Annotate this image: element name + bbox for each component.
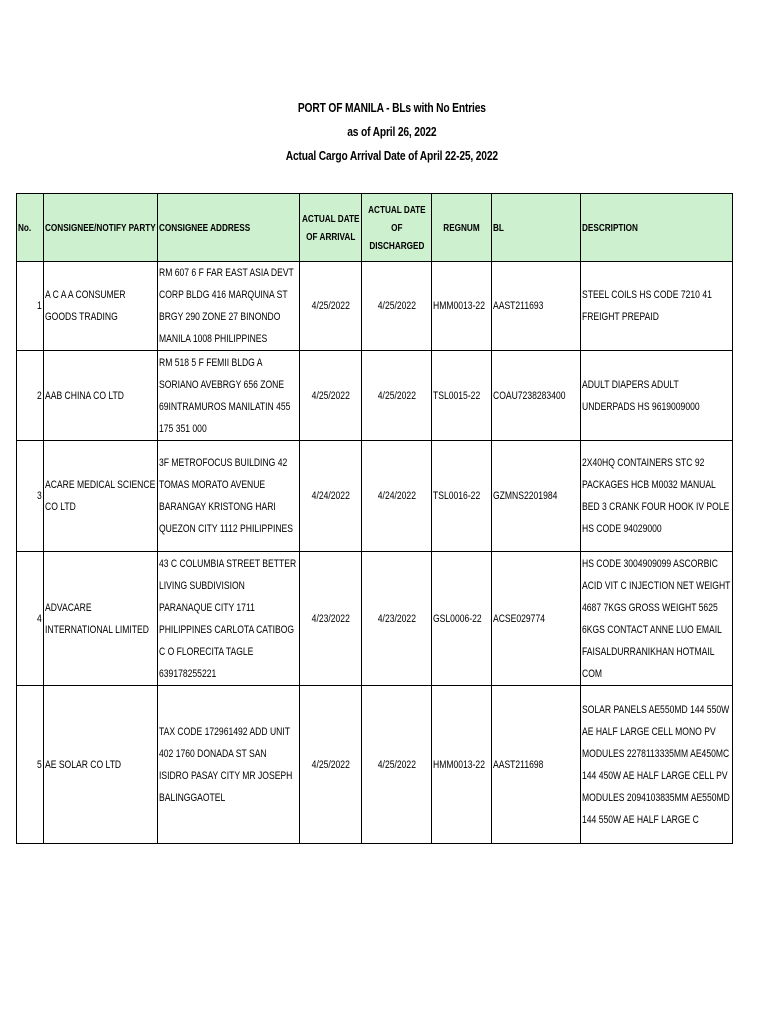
row-no: 3 — [17, 441, 44, 552]
title-line-1: PORT OF MANILA - BLs with No Entries — [297, 101, 486, 115]
row-consignee: A C A A CONSUMER GOODS TRADING — [44, 262, 158, 351]
row-no: 5 — [17, 686, 44, 844]
page-title — [76, 96, 707, 168]
row-no: 1 — [17, 262, 44, 351]
row-arrival-date: 4/25/2022 — [300, 351, 362, 441]
row-bl: AAST211693 — [492, 262, 581, 351]
row-regnum: GSL0006-22 — [432, 552, 492, 686]
header-bl: BL — [492, 194, 581, 262]
header-consignee: CONSIGNEE/NOTIFY PARTY — [44, 194, 158, 262]
table-row — [17, 552, 733, 686]
row-bl: COAU7238283400 — [492, 351, 581, 441]
row-regnum: HMM0013-22 — [432, 686, 492, 844]
row-regnum: HMM0013-22 — [432, 262, 492, 351]
row-consignee: AAB CHINA CO LTD — [44, 351, 158, 441]
table-row — [17, 262, 733, 351]
row-bl: GZMNS2201984 — [492, 441, 581, 552]
header-discharged: ACTUAL DATE OF DISCHARGED — [362, 194, 432, 262]
row-consignee: ADVACARE INTERNATIONAL LIMITED — [44, 552, 158, 686]
table-row — [17, 441, 733, 552]
header-address: CONSIGNEE ADDRESS — [158, 194, 300, 262]
row-description: ADULT DIAPERS ADULT UNDERPADS HS 9619009000 — [581, 351, 733, 441]
header-arrival: ACTUAL DATE OF ARRIVAL — [300, 194, 362, 262]
row-bl: ACSE029774 — [492, 552, 581, 686]
row-consignee: ACARE MEDICAL SCIENCE CO LTD — [44, 441, 158, 552]
row-arrival-date: 4/25/2022 — [300, 686, 362, 844]
row-bl: AAST211698 — [492, 686, 581, 844]
row-arrival-date: 4/23/2022 — [300, 552, 362, 686]
table-header-row — [17, 194, 733, 262]
header-description: DESCRIPTION — [581, 194, 733, 262]
row-arrival-date: 4/24/2022 — [300, 441, 362, 552]
table-row — [17, 686, 733, 844]
table-row — [17, 351, 733, 441]
row-description: SOLAR PANELS AE550MD 144 550W AE HALF LARGE CELL MONO PV MODULES 2278113335MM AE450MC 144 450W AE HALF LARGE CELL PV MODULES 2094103835MM AE550MD 144 550W AE HALF LARGE C — [581, 686, 733, 844]
row-discharged-date: 4/24/2022 — [362, 441, 432, 552]
bls-table — [16, 193, 733, 844]
row-discharged-date: 4/25/2022 — [362, 262, 432, 351]
row-address: RM 518 5 F FEMII BLDG A SORIANO AVEBRGY 656 ZONE 69INTRAMUROS MANILATIN 455 175 351 000 — [158, 351, 300, 441]
row-no: 4 — [17, 552, 44, 686]
row-arrival-date: 4/25/2022 — [300, 262, 362, 351]
row-address: 43 C COLUMBIA STREET BETTER LIVING SUBDIVISION PARANAQUE CITY 1711 PHILIPPINES CARLOTA CATIBOG C O FLORECITA TAGLE 639178255221 — [158, 552, 300, 686]
header-no: No. — [17, 194, 44, 262]
title-line-2: as of April 26, 2022 — [347, 125, 437, 139]
row-discharged-date: 4/25/2022 — [362, 351, 432, 441]
row-regnum: TSL0015-22 — [432, 351, 492, 441]
row-address: RM 607 6 F FAR EAST ASIA DEVT CORP BLDG 416 MARQUINA ST BRGY 290 ZONE 27 BINONDO MANILA 1008 PHILIPPINES — [158, 262, 300, 351]
row-address: 3F METROFOCUS BUILDING 42 TOMAS MORATO AVENUE BARANGAY KRISTONG HARI QUEZON CITY 1112 PHILIPPINES — [158, 441, 300, 552]
row-description: STEEL COILS HS CODE 7210 41 FREIGHT PREPAID — [581, 262, 733, 351]
title-line-3: Actual Cargo Arrival Date of April 22-25, 2022 — [285, 149, 498, 163]
header-regnum: REGNUM — [432, 194, 492, 262]
row-regnum: TSL0016-22 — [432, 441, 492, 552]
row-consignee: AE SOLAR CO LTD — [44, 686, 158, 844]
row-discharged-date: 4/25/2022 — [362, 686, 432, 844]
row-description: HS CODE 3004909099 ASCORBIC ACID VIT C INJECTION NET WEIGHT 4687 7KGS GROSS WEIGHT 5625 6KGS CONTACT ANNE LUO EMAIL FAISALDURRANIKHAN HOTMAIL COM — [581, 552, 733, 686]
row-discharged-date: 4/23/2022 — [362, 552, 432, 686]
row-address: TAX CODE 172961492 ADD UNIT 402 1760 DONADA ST SAN ISIDRO PASAY CITY MR JOSEPH BALINGGAOTEL — [158, 686, 300, 844]
row-no: 2 — [17, 351, 44, 441]
row-description: 2X40HQ CONTAINERS STC 92 PACKAGES HCB M0032 MANUAL BED 3 CRANK FOUR HOOK IV POLE HS CODE 94029000 — [581, 441, 733, 552]
